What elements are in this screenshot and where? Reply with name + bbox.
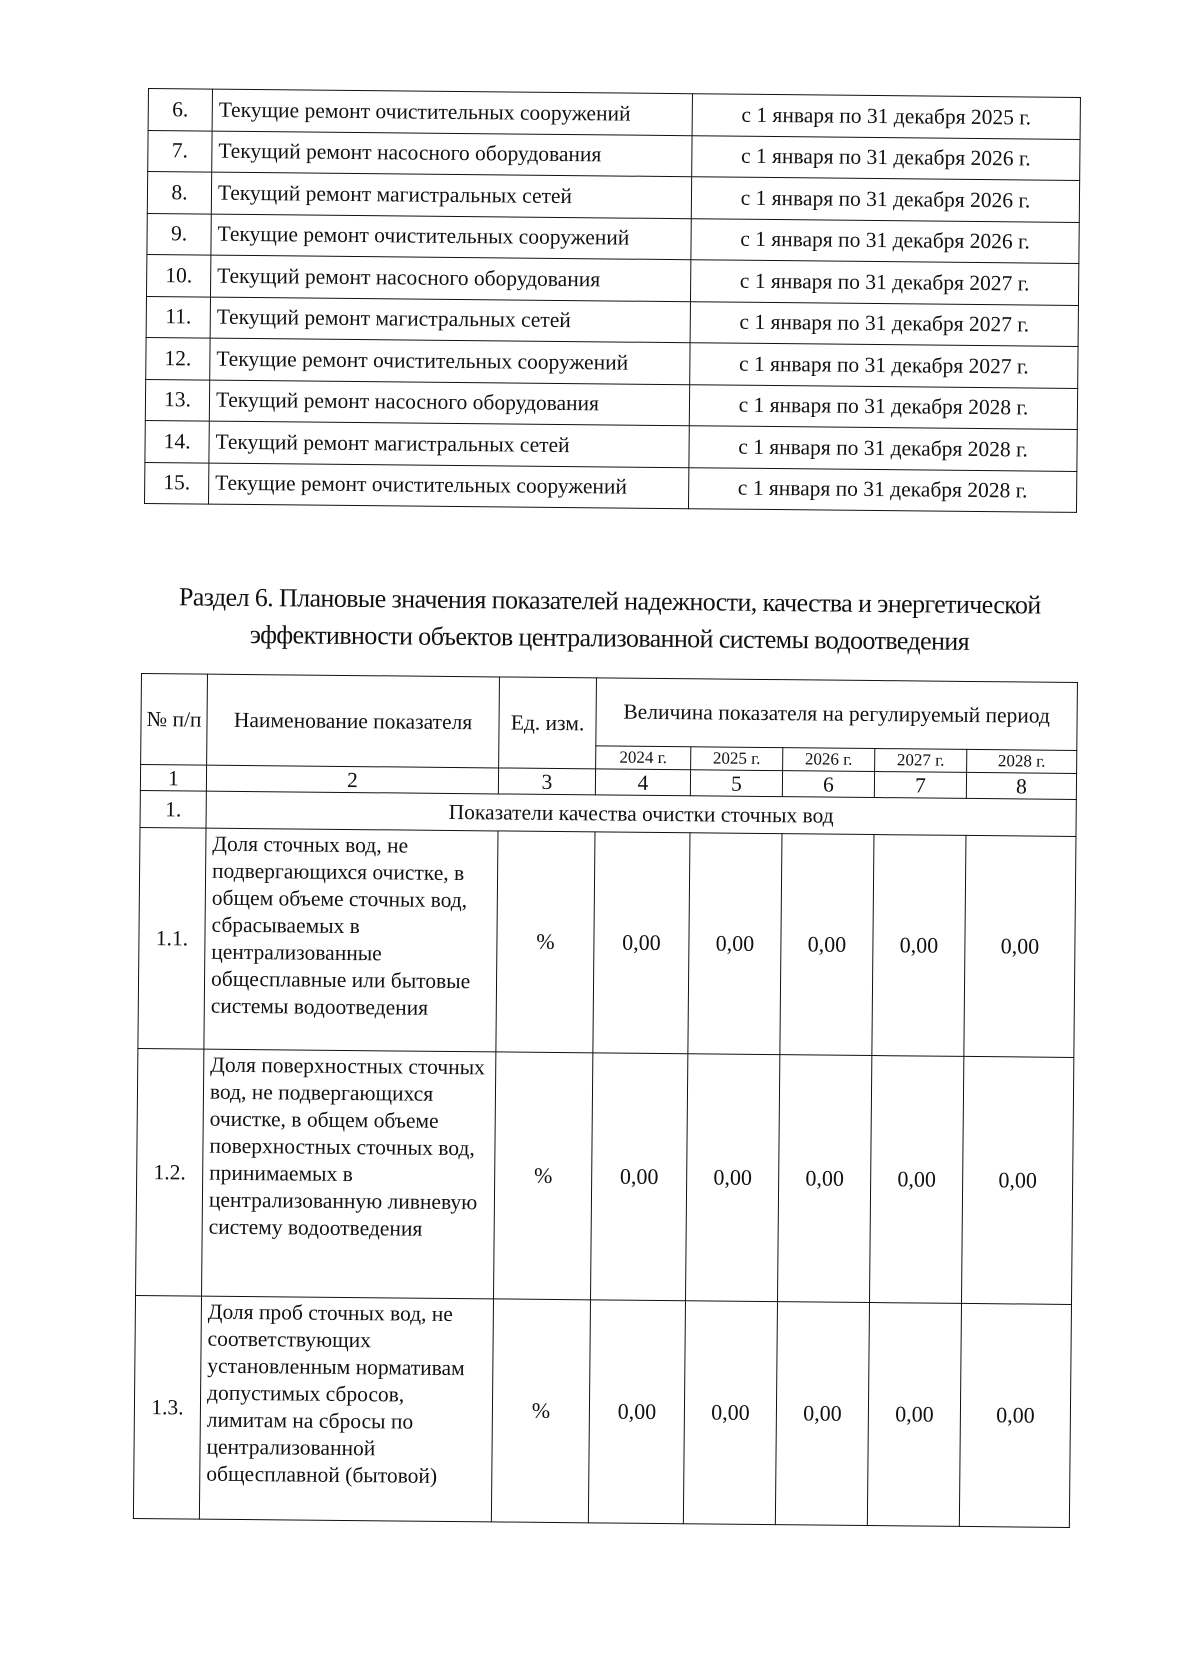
work-name: Текущий ремонт насосного оборудования — [209, 380, 689, 426]
table-row — [138, 827, 1076, 1057]
indicator-value: 0,00 — [683, 1301, 777, 1525]
indicator-value: 0,00 — [591, 1053, 688, 1301]
row-number: 9. — [147, 213, 211, 255]
indicator-value: 0,00 — [588, 1300, 685, 1524]
work-period: с 1 января по 31 декабря 2026 г. — [692, 135, 1080, 180]
table-row — [136, 1048, 1074, 1304]
row-number: 14. — [145, 420, 209, 462]
indicator-value: 0,00 — [685, 1054, 779, 1302]
schedule-table — [144, 88, 1081, 513]
column-number: 8 — [966, 772, 1076, 799]
header-unit: Ед. изм. — [499, 677, 597, 769]
indicator-value: 0,00 — [964, 835, 1076, 1057]
work-name: Текущие ремонт очистительных сооружений — [209, 463, 689, 509]
row-number: 13. — [145, 379, 209, 421]
header-year: 2024 г. — [596, 746, 691, 770]
work-period: с 1 января по 31 декабря 2028 г. — [689, 426, 1077, 471]
row-number: 11. — [146, 296, 210, 338]
work-name: Текущие ремонт очистительных сооружений — [211, 214, 691, 260]
indicator-value: 0,00 — [872, 835, 966, 1057]
indicator-value: 0,00 — [959, 1303, 1071, 1527]
indicator-value: 0,00 — [688, 833, 782, 1055]
column-number: 1 — [140, 765, 206, 792]
work-name: Текущий ремонт магистральных сетей — [211, 172, 691, 218]
indicator-number: 1.1. — [138, 827, 206, 1049]
column-number: 2 — [206, 765, 498, 794]
indicator-value: 0,00 — [593, 832, 690, 1054]
work-name: Текущий ремонт насосного оборудования — [211, 255, 691, 301]
header-period: Величина показателя на регулируемый период — [596, 678, 1078, 751]
work-period: с 1 января по 31 декабря 2026 г. — [691, 218, 1079, 263]
table-row — [133, 1295, 1071, 1527]
header-num: № п/п — [141, 674, 208, 766]
row-number: 8. — [147, 172, 211, 214]
column-number: 4 — [595, 769, 690, 796]
header-year: 2025 г. — [691, 747, 783, 771]
work-name: Текущий ремонт магистральных сетей — [210, 297, 690, 343]
row-number: 12. — [146, 337, 210, 379]
indicators-table — [133, 673, 1078, 1528]
column-number: 7 — [874, 772, 966, 799]
header-year: 2028 г. — [967, 749, 1077, 773]
work-name: Текущие ремонт очистительных сооружений — [212, 89, 692, 135]
column-number: 3 — [498, 768, 595, 795]
indicator-name: Доля проб сточных вод, не соответствующих установленным нормативам допустимых сбросов, лимитам на сбросы по централизованной общесплавной (бытовой) — [199, 1296, 493, 1522]
indicator-name: Доля поверхностных сточных вод, не подвергающихся очистке, в общем объеме поверхностных сточных вод, принимаемых в централизованную ливневую систему водоотведения — [202, 1049, 496, 1299]
indicator-unit: % — [496, 831, 595, 1053]
table-row — [145, 462, 1077, 512]
indicator-name: Доля сточных вод, не подвергающихся очистке, в общем объеме сточных вод, сбрасываемых в централизованные общесплавные или бытовые системы водоотведения — [204, 828, 498, 1052]
section-number: 1. — [140, 790, 206, 828]
indicator-value: 0,00 — [867, 1303, 961, 1527]
indicator-unit: % — [494, 1052, 593, 1300]
indicator-number: 1.2. — [136, 1048, 204, 1296]
work-name: Текущие ремонт очистительных сооружений — [210, 338, 690, 384]
row-number: 6. — [148, 89, 212, 131]
work-period: с 1 января по 31 декабря 2025 г. — [692, 94, 1080, 139]
indicator-value: 0,00 — [869, 1056, 963, 1304]
section-heading — [149, 578, 1070, 661]
work-name: Текущий ремонт насосного оборудования — [212, 131, 692, 177]
indicator-value: 0,00 — [777, 1055, 871, 1303]
work-period: с 1 января по 31 декабря 2028 г. — [688, 467, 1076, 512]
work-period: с 1 января по 31 декабря 2027 г. — [690, 260, 1078, 305]
work-period: с 1 января по 31 декабря 2027 г. — [690, 343, 1078, 388]
header-name: Наименование показателя — [207, 674, 500, 768]
column-number: 6 — [782, 771, 874, 798]
section-title: Показатели качества очистки сточных вод — [206, 791, 1076, 836]
indicator-number: 1.3. — [133, 1295, 201, 1519]
work-period: с 1 января по 31 декабря 2027 г. — [690, 301, 1078, 346]
header-year: 2026 г. — [783, 748, 875, 772]
indicator-value: 0,00 — [961, 1056, 1073, 1304]
indicator-unit: % — [491, 1299, 590, 1523]
work-period: с 1 января по 31 декабря 2028 г. — [689, 384, 1077, 429]
indicator-value: 0,00 — [775, 1302, 869, 1526]
header-row — [141, 674, 1078, 751]
indicator-value: 0,00 — [780, 834, 874, 1056]
row-number: 15. — [145, 462, 209, 504]
work-name: Текущий ремонт магистральных сетей — [209, 421, 689, 467]
section-heading-line-2: эффективности объектов централизованной системы водоотведения — [249, 619, 970, 656]
column-number: 5 — [690, 770, 782, 797]
work-period: с 1 января по 31 декабря 2026 г. — [691, 177, 1079, 222]
section-heading-line-1: Раздел 6. Плановые значения показателей надежности, качества и энергетической — [178, 582, 1041, 620]
row-number: 7. — [148, 130, 212, 172]
header-year: 2027 г. — [875, 749, 967, 773]
row-number: 10. — [147, 254, 211, 296]
